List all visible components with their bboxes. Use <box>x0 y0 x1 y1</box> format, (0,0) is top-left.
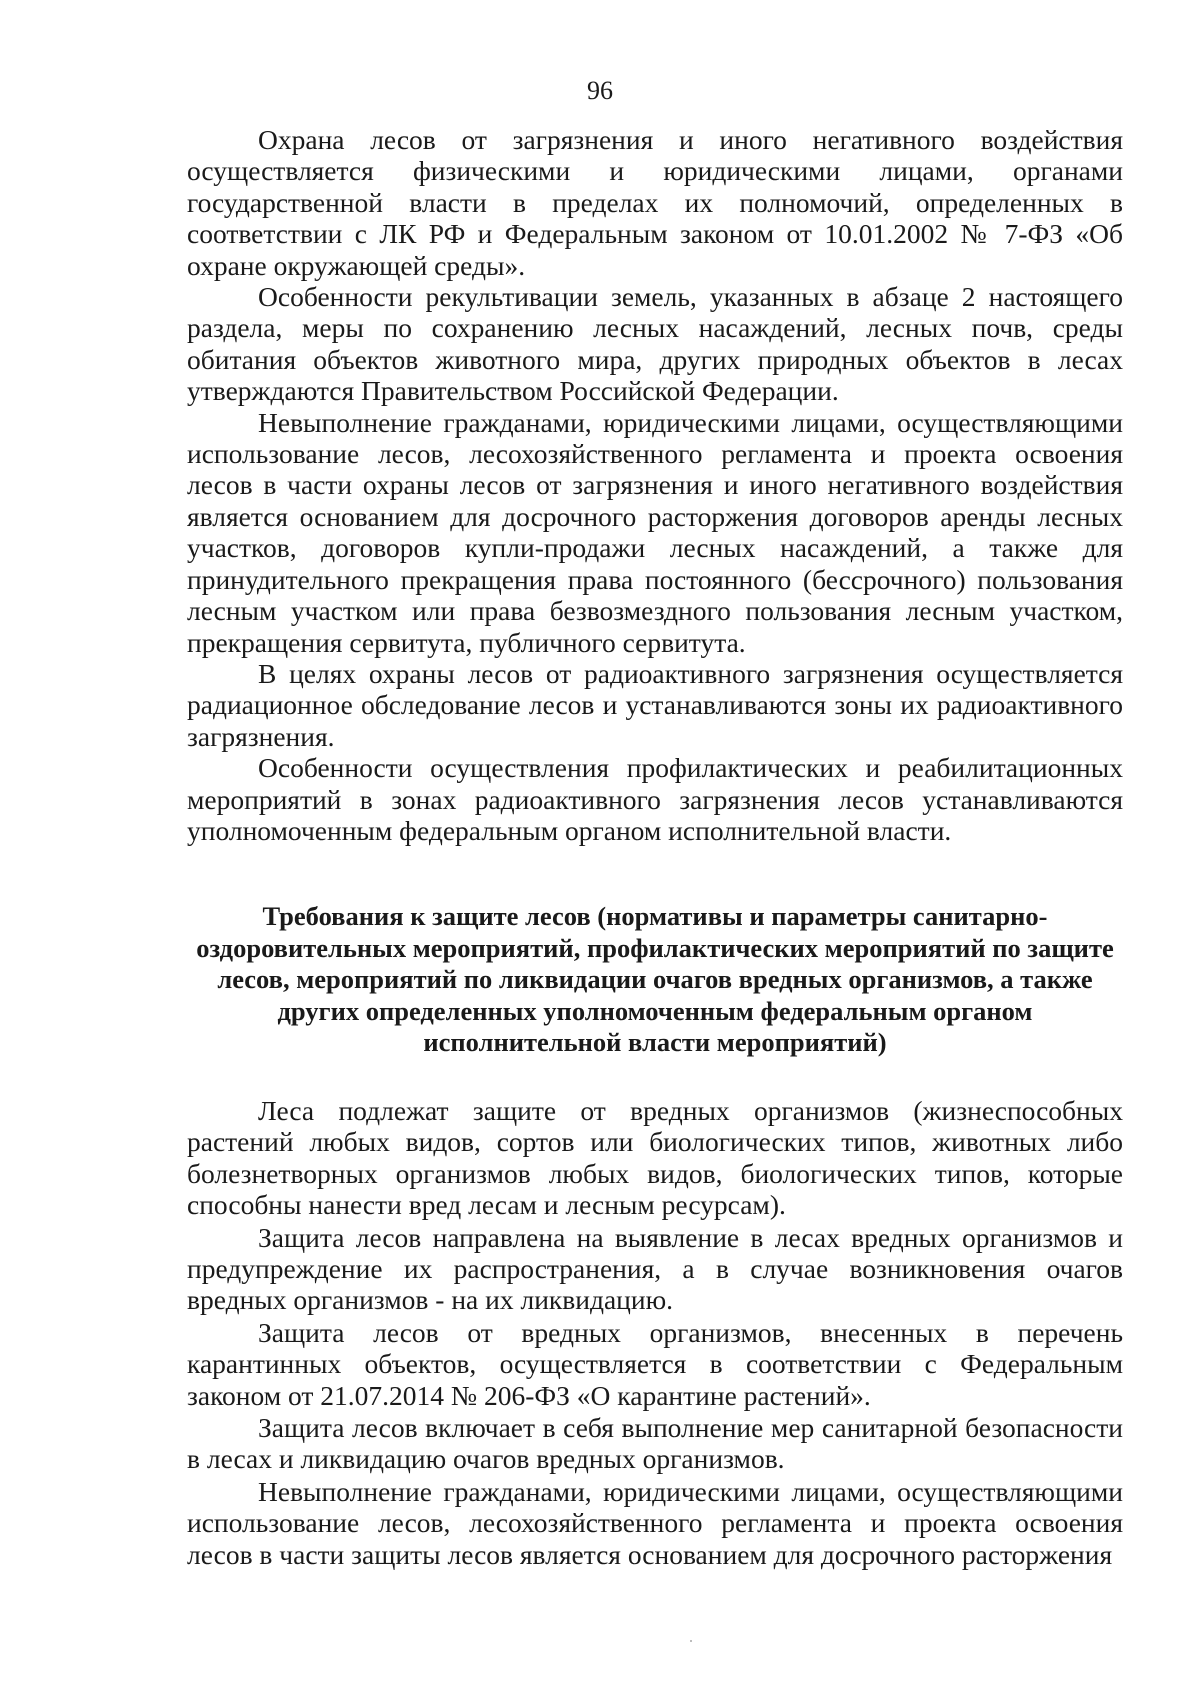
paragraph: Особенности рекультивации земель, указанных в абзаце 2 настоящего раздела, меры по сохранению лесных насаждений, лесных почв, среды обитания объектов животного мира, других природных объектов в лесах утверждаются Правительством Российской Федерации. <box>187 281 1123 407</box>
paragraph: Защита лесов включает в себя выполнение мер санитарной безопасности в лесах и ликвидацию очагов вредных организмов. <box>187 1412 1123 1475</box>
paragraph: Леса подлежат защите от вредных организмов (жизнеспособных растений любых видов, сортов или биологических типов, животных либо болезнетворных организмов любых видов, биологических типов, которые способны нанести вред лесам и лесным ресурсам). <box>187 1095 1123 1221</box>
section-2-heading: Требования к защите лесов (нормативы и параметры санитарно-оздоровительных мероприятий, профилактических мероприятий по защите лесов, мероприятий по ликвидации очагов вредных организмов, а также других определенных уполномоченным федеральным органом исполнительной власти мероприятий) <box>196 901 1114 1058</box>
section-1-body <box>187 124 1123 846</box>
paragraph: Защита лесов от вредных организмов, внесенных в перечень карантинных объектов, осуществляется в соответствии с Федеральным законом от 21.07.2014 № 206-ФЗ «О карантине растений». <box>187 1316 1123 1411</box>
paragraph: Невыполнение гражданами, юридическими лицами, осуществляющими использование лесов, лесохозяйственного регламента и проекта освоения лесов в части охраны лесов от загрязнения и иного негативного воздействия является основанием для досрочного расторжения договоров аренды лесных участков, договоров купли-продажи лесных насаждений, а также для принудительного прекращения права постоянного (бессрочного) пользования лесным участком или права безвозмездного пользования лесным участком, прекращения сервитута, публичного сервитута. <box>187 406 1123 658</box>
paragraph: Особенности осуществления профилактических и реабилитационных мероприятий в зонах радиоактивного загрязнения лесов устанавливаются уполномоченным федеральным органом исполнительной власти. <box>187 752 1123 846</box>
paragraph: Защита лесов направлена на выявление в лесах вредных организмов и предупреждение их распространения, а в случае возникновения очагов вредных организмов - на их ликвидацию. <box>187 1221 1123 1316</box>
paragraph: Охрана лесов от загрязнения и иного негативного воздействия осуществляется физическими и юридическими лицами, органами государственной власти в пределах их полномочий, определенных в соответствии с ЛК РФ и Федеральным законом от 10.01.2002 № 7-ФЗ «Об охране окружающей среды». <box>187 124 1123 281</box>
section-2-body <box>187 1095 1123 1570</box>
paragraph: Невыполнение гражданами, юридическими лицами, осуществляющими использование лесов, лесохозяйственного регламента и проекта освоения лесов в части защиты лесов является основанием для досрочного расторжения <box>187 1475 1123 1570</box>
scan-artifact <box>690 1640 692 1642</box>
paragraph: В целях охраны лесов от радиоактивного загрязнения осуществляется радиационное обследование лесов и устанавливаются зоны их радиоактивного загрязнения. <box>187 657 1123 752</box>
page-number: 96 <box>587 76 613 105</box>
